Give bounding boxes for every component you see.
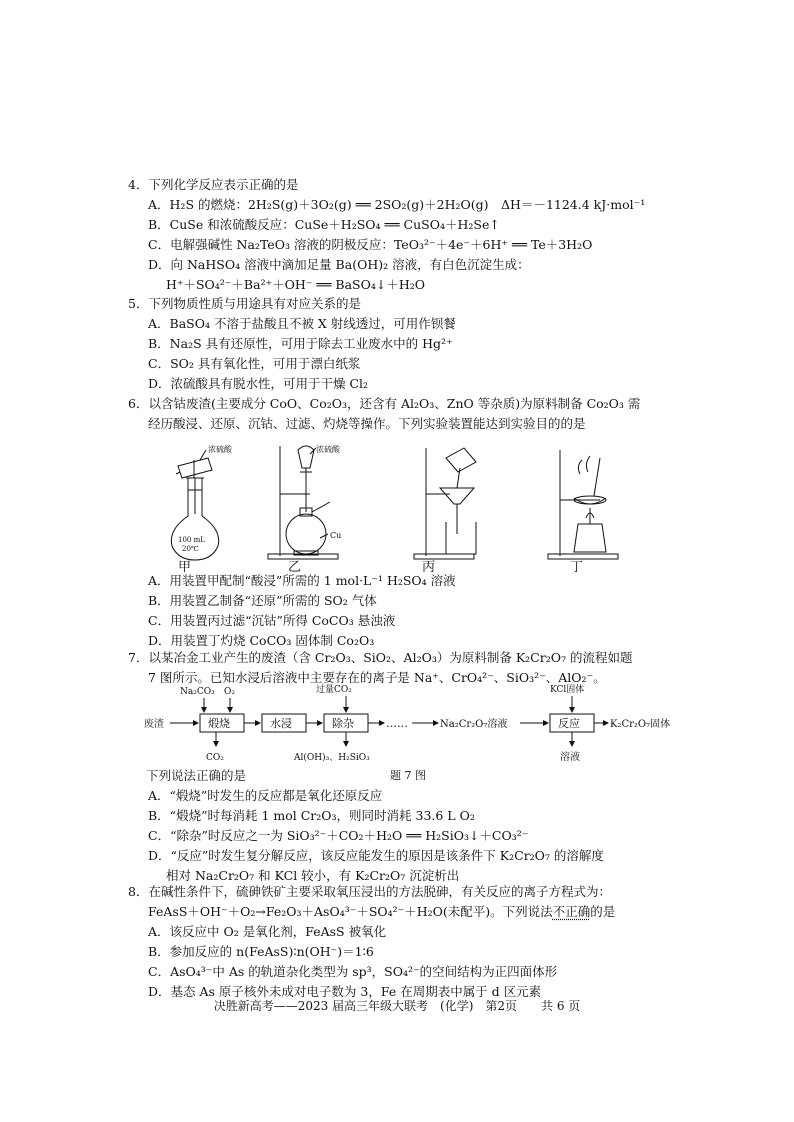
- apparatus-bing: [414, 448, 476, 559]
- q6-title-line2: 经历酸浸、还原、沉钴、过滤、灼烧等操作。下列实验装置能达到实验目的的是: [148, 416, 586, 431]
- flow-dots: ……: [386, 717, 408, 730]
- flow-output-solution: 溶液: [560, 752, 580, 763]
- conc-acid-label-2: 浓硫酸: [316, 445, 340, 454]
- q6-option-b: B．用装置乙制备“还原”所需的 SO₂ 气体: [148, 593, 377, 608]
- flow-input-o2: O₂: [224, 687, 235, 697]
- question-8: [128, 882, 718, 1002]
- question-6-options: [128, 571, 718, 651]
- flow-input-na2co3: Na₂CO₃: [180, 687, 215, 697]
- q4-title: 4．下列化学反应表示正确的是: [128, 177, 299, 192]
- q8-title-emphasis: 不正确: [552, 904, 591, 919]
- q8-title-line1: 8．在碱性条件下，硫砷铁矿主要采取氧压浸出的方法脱砷，有关反应的离子方程式为：: [128, 884, 611, 899]
- conc-acid-label-1: 浓硫酸: [208, 445, 232, 454]
- flow-output-co2: CO₂: [206, 753, 224, 763]
- q7-figure-caption: 题 7 图: [390, 769, 426, 782]
- q4-option-b: B．CuSe 和浓硫酸反应：CuSe＋H₂SO₄ ══ CuSO₄＋H₂Se↑: [148, 217, 500, 232]
- lab-apparatus-figure: [150, 438, 640, 573]
- q7-option-c: C．“除杂”时反应之一为 SiO₃²⁻＋CO₂＋H₂O ══ H₂SiO₃↓＋CO₃²⁻: [148, 828, 529, 843]
- q4-option-d-cont: H⁺＋SO₄²⁻＋Ba²⁺＋OH⁻ ══ BaSO₄↓＋H₂O: [166, 277, 426, 292]
- q8-option-c: C．AsO₄³⁻中 As 的轨道杂化类型为 sp³，SO₄²⁻的空间结构为正四面体形: [148, 964, 558, 979]
- question-6: [128, 394, 718, 434]
- q6-option-c: C．用装置丙过滤“沉钴”所得 CoCO₃ 悬浊液: [148, 613, 396, 628]
- q7-question: 下列说法正确的是: [146, 768, 247, 783]
- q5-option-a: A．BaSO₄ 不溶于盐酸且不被 X 射线透过，可用作钡餐: [148, 316, 456, 331]
- page-footer: 决胜新高考——2023 届高三年级大联考 (化学) 第2页 共 6 页: [213, 999, 581, 1013]
- q8-title-line2: [128, 902, 718, 922]
- q5-title: 5．下列物质性质与用途具有对应关系的是: [128, 296, 361, 311]
- flow-start: 废渣: [144, 719, 164, 730]
- q7-title-line2: 7 图所示。已知水浸后溶液中主要存在的离子是 Na⁺、CrO₄²⁻、SiO₃²⁻、AlO₂⁻。: [148, 670, 606, 685]
- cu-label: Cu: [330, 531, 342, 540]
- process-flow-diagram: [140, 684, 700, 766]
- flow-end-product: K₂Cr₂O₇固体: [610, 719, 671, 730]
- q4-option-d: D．向 NaHSO₄ 溶液中滴加足量 Ba(OH)₂ 溶液，有白色沉淀生成：: [148, 257, 530, 272]
- flow-intermediate: Na₂Cr₂O₇溶液: [440, 719, 508, 730]
- flow-output-precipitate: Al(OH)₃、H₂SiO₃: [294, 753, 370, 763]
- flow-box-water-leach-label: 水浸: [270, 717, 292, 730]
- q5-option-b: B．Na₂S 具有还原性，可用于除去工业废水中的 Hg²⁺: [148, 336, 453, 351]
- q7-option-d-cont: 相对 Na₂Cr₂O₇ 和 KCl 较小，有 K₂Cr₂O₇ 沉淀析出: [166, 868, 460, 883]
- q7-option-d: D．“反应”时发生复分解反应，该反应能发生的原因是该条件下 K₂Cr₂O₇ 的溶解度: [148, 848, 604, 863]
- q8-option-b: B．参加反应的 n(FeAsS)∶n(OH⁻)＝1∶6: [148, 944, 374, 959]
- flow-input-kcl: KCl固体: [550, 685, 585, 695]
- q7-option-b: B．“煅烧”时每消耗 1 mol Cr₂O₃，则同时消耗 33.6 L O₂: [148, 808, 475, 823]
- q8-option-d: D．基态 As 原子核外未成对电子数为 3，Fe 在周期表中属于 d 区元素: [148, 984, 542, 999]
- q8-title-line2-a: FeAsS＋OH⁻＋O₂→Fe₂O₃＋AsO₄³⁻＋SO₄²⁻＋H₂O(未配平)。下列说法: [148, 904, 553, 919]
- question-4: [128, 175, 718, 295]
- q7-title-line1: 7．以某冶金工业产生的废渣（含 Cr₂O₃、SiO₂、Al₂O₃）为原料制备 K₂Cr₂O₇ 的流程如题: [128, 650, 633, 665]
- label-ding: 丁: [570, 560, 584, 575]
- q7-option-a: A．“煅烧”时发生的反应都是氧化还原反应: [148, 788, 383, 803]
- flow-box-purify-label: 除杂: [332, 717, 354, 730]
- flow-box-react-label: 反应: [558, 717, 580, 730]
- q6-option-a: A．用装置甲配制“酸浸”所需的 1 mol·L⁻¹ H₂SO₄ 溶液: [148, 573, 456, 588]
- apparatus-jia: [171, 444, 233, 560]
- flow-input-co2: 过量CO₂: [316, 685, 352, 695]
- question-7: [128, 648, 718, 688]
- flask-temp-label: 20℃: [182, 545, 199, 553]
- label-yi: 乙: [288, 560, 302, 575]
- q4-option-a: A．H₂S 的燃烧：2H₂S(g)＋3O₂(g) ══ 2SO₂(g)＋2H₂O(g) ΔH＝－1124.4 kJ·mol⁻¹: [148, 197, 646, 212]
- q5-option-d: D．浓硫酸具有脱水性，可用于干燥 Cl₂: [148, 376, 369, 391]
- question-7-body: [128, 766, 718, 886]
- question-5: [128, 294, 718, 394]
- q4-option-c: C．电解强碱性 Na₂TeO₃ 溶液的阴极反应：TeO₃²⁻＋4e⁻＋6H⁺ ══ Te＋3H₂O: [148, 237, 593, 252]
- label-bing: 丙: [422, 560, 436, 575]
- flask-volume-label: 100 mL: [178, 536, 205, 544]
- apparatus-yi: [268, 444, 341, 559]
- apparatus-ding: [548, 450, 618, 559]
- q6-title-line1: 6．以含钴废渣(主要成分 CoO、Co₂O₃，还含有 Al₂O₃、ZnO 等杂质)为原料制备 Co₂O₃ 需: [128, 396, 641, 411]
- q8-title-line2-b: 的是: [590, 904, 616, 919]
- q5-option-c: C．SO₂ 具有氧化性，可用于漂白纸浆: [148, 356, 361, 371]
- q8-option-a: A．该反应中 O₂ 是氧化剂，FeAsS 被氧化: [148, 924, 387, 939]
- label-jia: 甲: [178, 560, 192, 575]
- q6-option-d: D．用装置丁灼烧 CoCO₃ 固体制 Co₂O₃: [148, 633, 375, 648]
- flow-box-calcine-label: 煅烧: [208, 717, 230, 730]
